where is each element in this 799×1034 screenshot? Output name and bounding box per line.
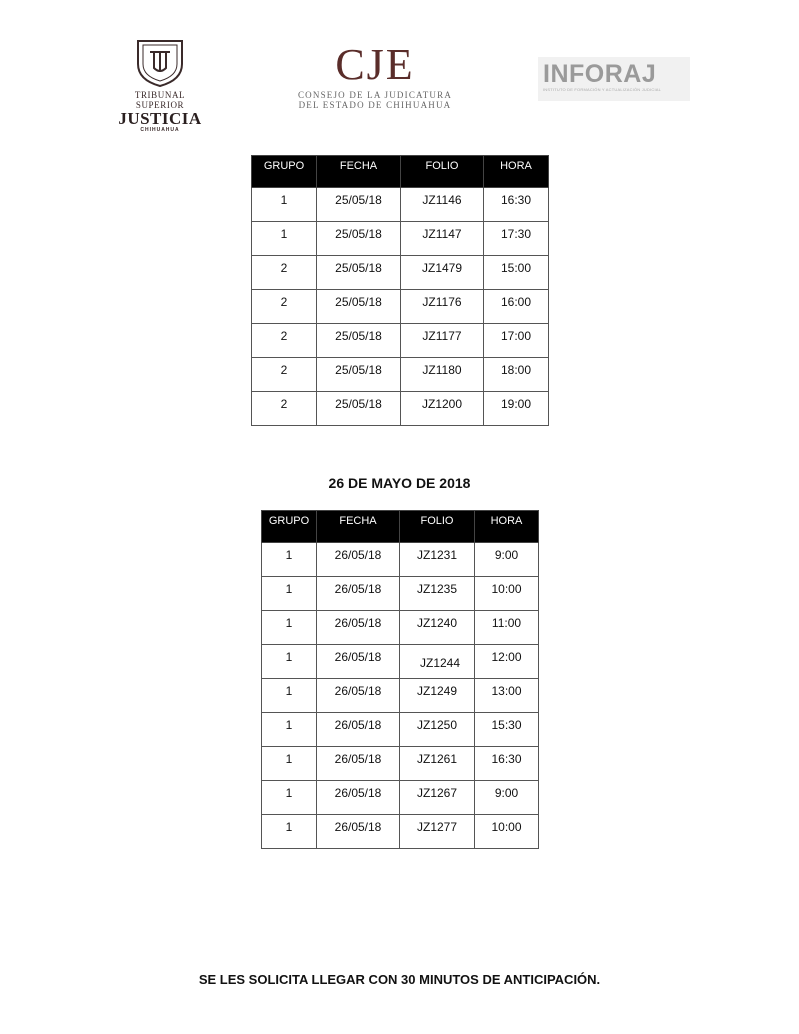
cell-fecha: 25/05/18 — [317, 290, 401, 324]
cell-grupo: 2 — [252, 358, 317, 392]
table-row — [252, 358, 549, 392]
table-row — [252, 188, 549, 222]
cell-folio: JZ1180 — [401, 358, 484, 392]
cell-grupo: 1 — [262, 577, 317, 611]
cell-fecha: 26/05/18 — [317, 611, 400, 645]
cell-fecha: 26/05/18 — [317, 713, 400, 747]
cell-folio: JZ1176 — [401, 290, 484, 324]
tsj-line3: CHIHUAHUA — [140, 127, 180, 133]
cell-hora: 15:30 — [475, 713, 539, 747]
cell-hora: 10:00 — [475, 815, 539, 849]
table-row — [262, 747, 539, 781]
cell-grupo: 1 — [262, 543, 317, 577]
cell-grupo: 2 — [252, 290, 317, 324]
table-row — [262, 543, 539, 577]
cell-grupo: 1 — [262, 781, 317, 815]
table-row — [252, 290, 549, 324]
col-hora: HORA — [484, 156, 549, 188]
cell-grupo: 1 — [262, 645, 317, 679]
cell-folio: JZ1240 — [400, 611, 475, 645]
cell-fecha: 25/05/18 — [317, 188, 401, 222]
table-row — [262, 679, 539, 713]
table-header-row — [252, 156, 549, 188]
cell-fecha: 25/05/18 — [317, 324, 401, 358]
tsj-seal-icon — [134, 38, 186, 88]
footer-note: SE LES SOLICITA LLEGAR CON 30 MINUTOS DE ANTICIPACIÓN. — [198, 972, 601, 987]
cell-folio: JZ1177 — [401, 324, 484, 358]
cell-hora: 16:00 — [484, 290, 549, 324]
cje-mark: CJE — [335, 40, 415, 89]
section-heading-26-may: 26 DE MAYO DE 2018 — [328, 475, 471, 491]
inforaj-subtitle: INSTITUTO DE FORMACIÓN Y ACTUALIZACIÓN JUDICIAL — [543, 87, 662, 92]
col-fecha: FECHA — [317, 511, 400, 543]
schedule-table-26-may — [261, 510, 539, 849]
cell-fecha: 25/05/18 — [317, 358, 401, 392]
cell-fecha: 26/05/18 — [317, 747, 400, 781]
cell-fecha: 26/05/18 — [317, 679, 400, 713]
col-folio: FOLIO — [400, 511, 475, 543]
col-grupo: GRUPO — [252, 156, 317, 188]
table-row — [252, 392, 549, 426]
table-row — [262, 713, 539, 747]
table-row — [252, 256, 549, 290]
cell-folio: JZ1235 — [400, 577, 475, 611]
cell-hora: 11:00 — [475, 611, 539, 645]
cell-grupo: 1 — [252, 188, 317, 222]
cell-grupo: 2 — [252, 324, 317, 358]
cell-hora: 16:30 — [484, 188, 549, 222]
col-grupo: GRUPO — [262, 511, 317, 543]
col-fecha: FECHA — [317, 156, 401, 188]
tsj-line1: TRIBUNAL SUPERIOR — [134, 90, 186, 110]
cell-folio: JZ1479 — [401, 256, 484, 290]
table-header-row — [262, 511, 539, 543]
cell-fecha: 25/05/18 — [317, 392, 401, 426]
table-row — [262, 781, 539, 815]
cje-line2: DEL ESTADO DE CHIHUAHUA — [298, 100, 452, 110]
cell-hora: 10:00 — [475, 577, 539, 611]
cell-folio: JZ1147 — [401, 222, 484, 256]
cell-folio: JZ1146 — [401, 188, 484, 222]
cje-line1: CONSEJO DE LA JUDICATURA — [297, 90, 453, 100]
cell-folio: JZ1267 — [400, 781, 475, 815]
cell-hora: 17:30 — [484, 222, 549, 256]
cell-grupo: 1 — [262, 611, 317, 645]
cell-folio: JZ1261 — [400, 747, 475, 781]
cell-fecha: 25/05/18 — [317, 222, 401, 256]
cell-hora: 19:00 — [484, 392, 549, 426]
cell-grupo: 1 — [252, 222, 317, 256]
table-row — [262, 577, 539, 611]
cell-fecha: 26/05/18 — [317, 543, 400, 577]
cell-grupo: 2 — [252, 392, 317, 426]
cell-hora: 9:00 — [475, 543, 539, 577]
col-folio: FOLIO — [401, 156, 484, 188]
cell-fecha: 26/05/18 — [317, 577, 400, 611]
cje-logo — [295, 40, 455, 110]
cell-grupo: 1 — [262, 679, 317, 713]
cell-grupo: 1 — [262, 713, 317, 747]
cell-folio: JZ1250 — [400, 713, 475, 747]
cell-fecha: 26/05/18 — [317, 781, 400, 815]
cell-fecha: 25/05/18 — [317, 256, 401, 290]
schedule-table-25-may — [251, 155, 549, 426]
cell-fecha: 26/05/18 — [317, 645, 400, 679]
cell-hora: 18:00 — [484, 358, 549, 392]
table-row — [252, 324, 549, 358]
cell-folio: JZ1244 — [400, 645, 475, 679]
table-row — [262, 815, 539, 849]
table-row — [262, 645, 539, 679]
cell-fecha: 26/05/18 — [317, 815, 400, 849]
cell-folio: JZ1249 — [400, 679, 475, 713]
table-row — [252, 222, 549, 256]
cell-folio: JZ1200 — [401, 392, 484, 426]
cell-grupo: 1 — [262, 815, 317, 849]
cell-hora: 12:00 — [475, 645, 539, 679]
cell-hora: 17:00 — [484, 324, 549, 358]
cell-grupo: 2 — [252, 256, 317, 290]
cell-grupo: 1 — [262, 747, 317, 781]
cell-folio: JZ1277 — [400, 815, 475, 849]
cell-hora: 9:00 — [475, 781, 539, 815]
inforaj-mark: INFORAJ — [543, 60, 657, 88]
cell-hora: 16:30 — [475, 747, 539, 781]
cell-hora: 13:00 — [475, 679, 539, 713]
cell-hora: 15:00 — [484, 256, 549, 290]
col-hora: HORA — [475, 511, 539, 543]
table-row — [262, 611, 539, 645]
inforaj-logo — [538, 57, 690, 101]
tsj-line2: JUSTICIA — [118, 109, 202, 128]
cell-folio: JZ1231 — [400, 543, 475, 577]
tsj-logo — [110, 38, 210, 133]
